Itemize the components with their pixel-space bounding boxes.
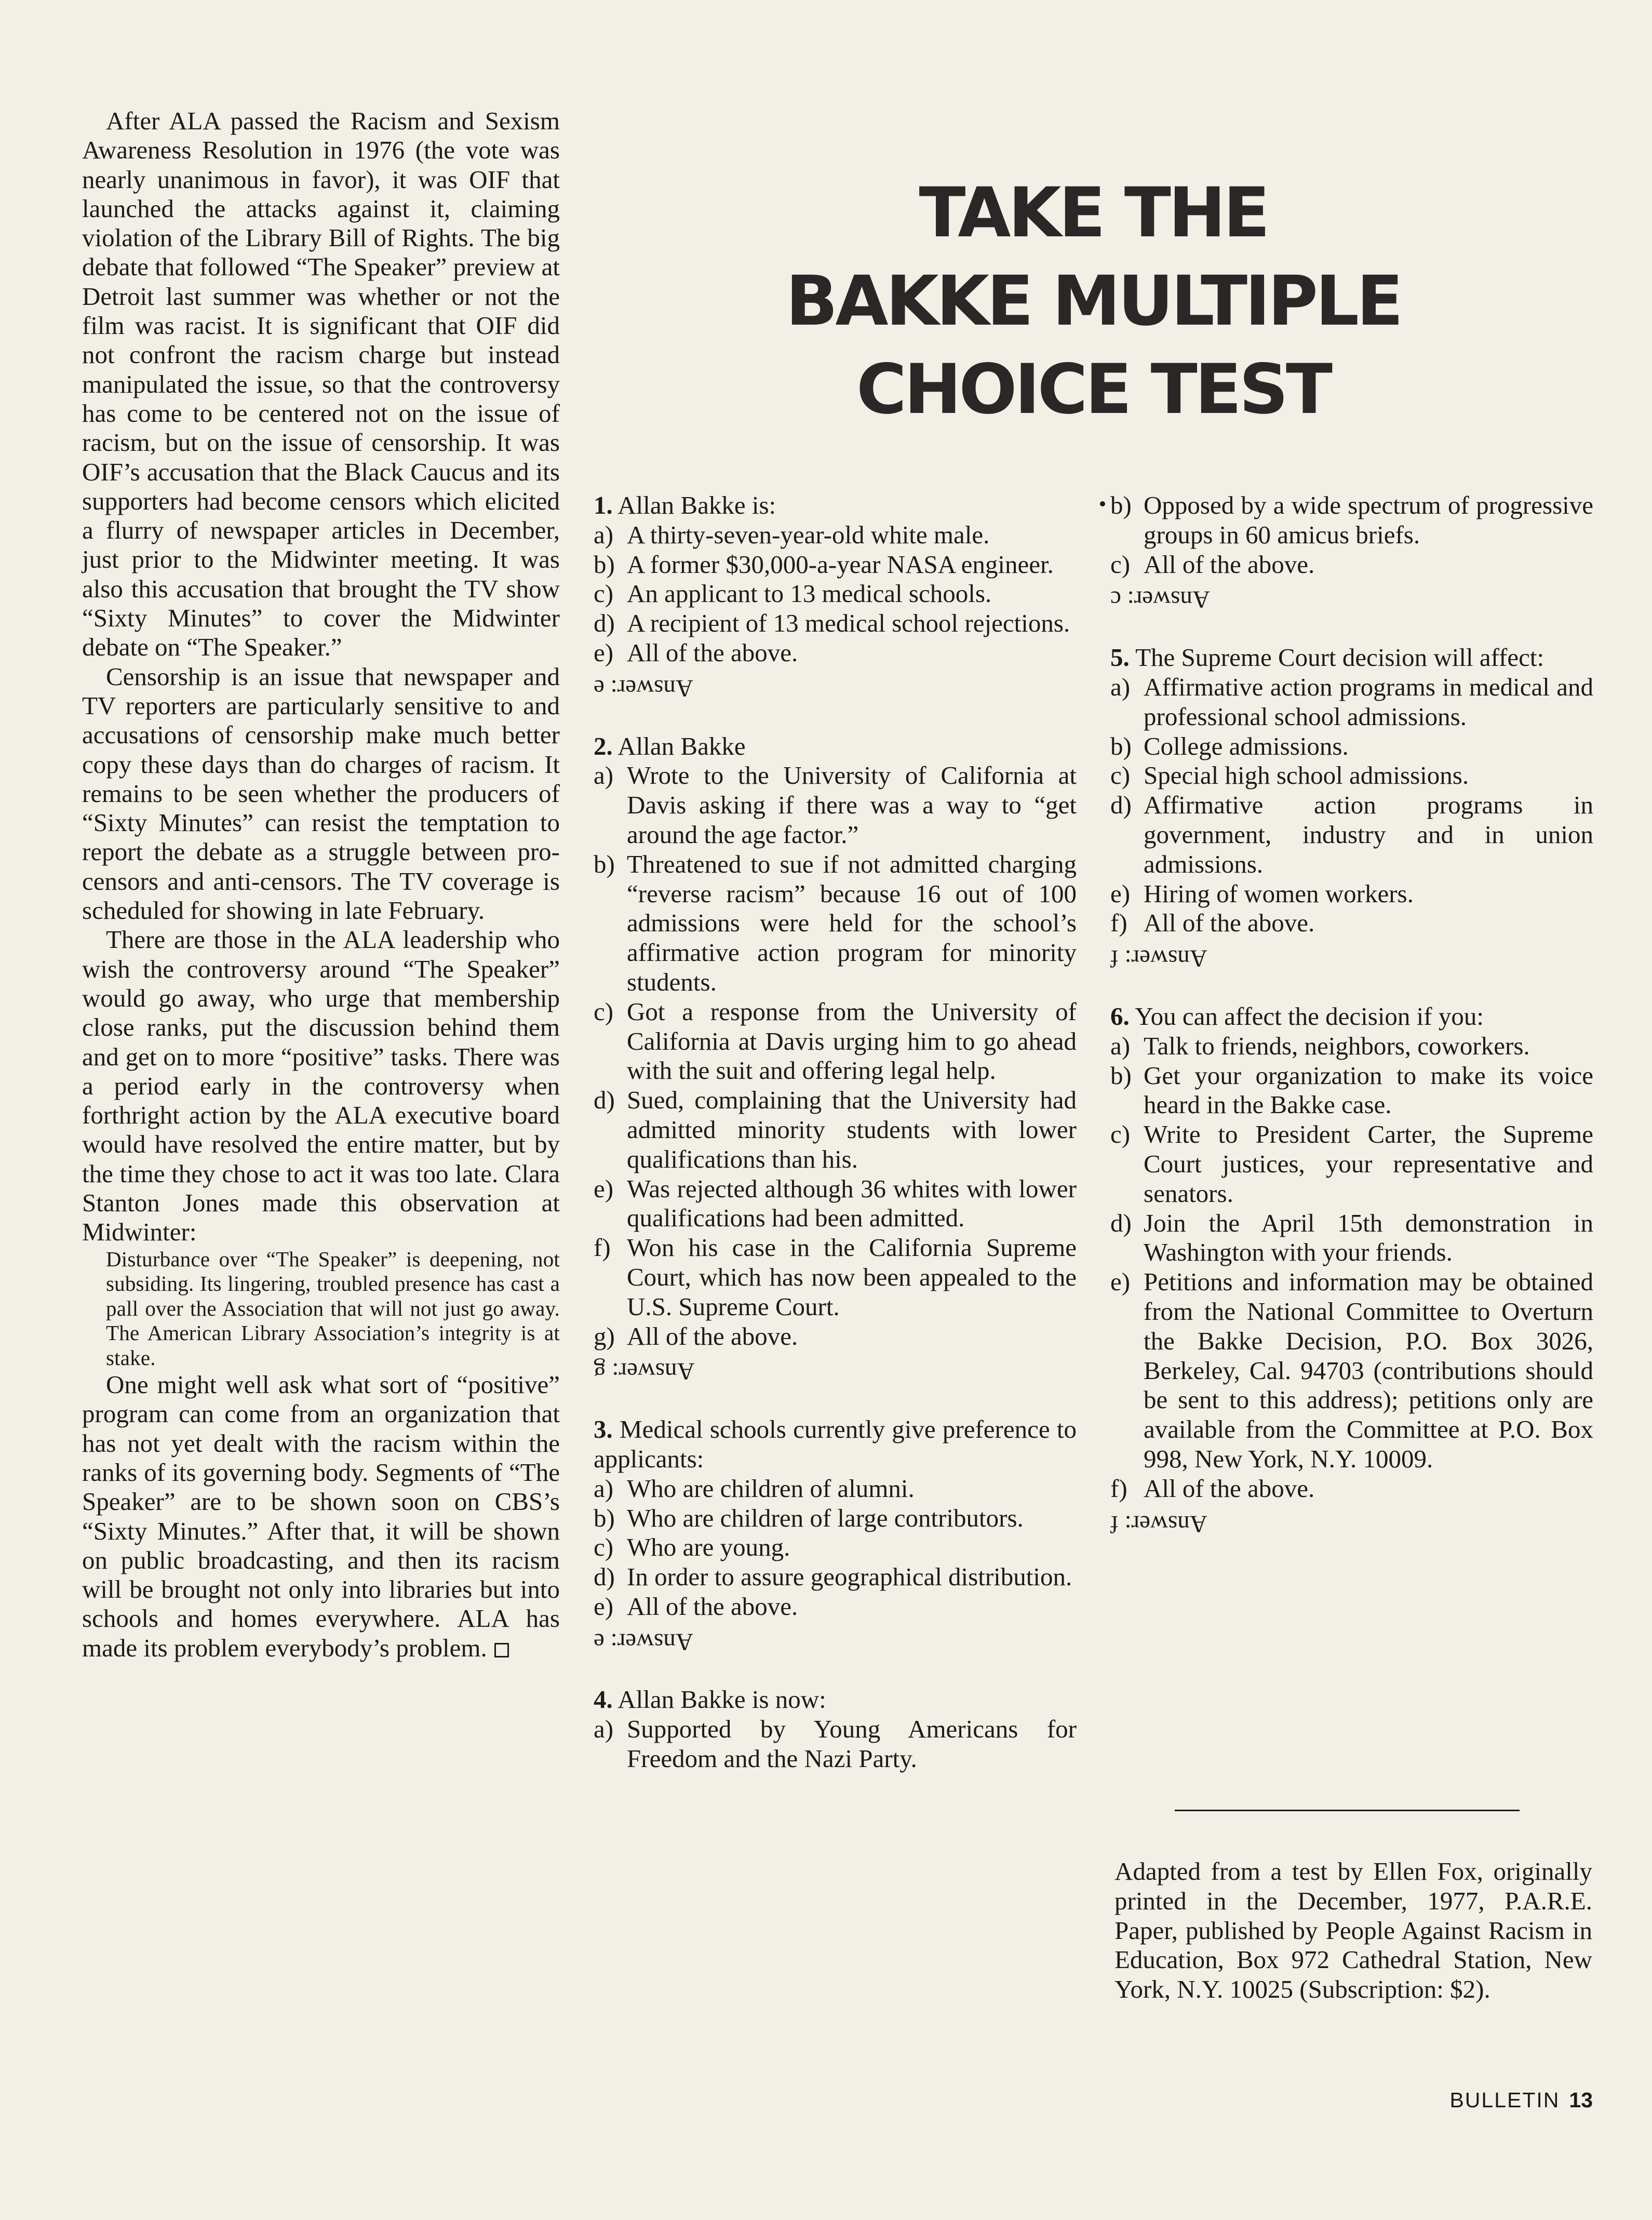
question-number: 6. [1110,1001,1130,1031]
answer-option: g) All of the above. [594,1321,798,1350]
answer-option: c) All of the above. [1110,550,1315,579]
upside-down-answer: Answer: f [1110,944,1207,972]
quiz-column-middle [594,491,1077,1803]
answer-option: d) A recipient of 13 medical school rejections. [594,609,1070,638]
question-stem: The Supreme Court decision will affect: [1135,643,1544,672]
publication-name: BULLETIN [1449,2088,1560,2112]
answer-option: b) A former $30,000-a-year NASA engineer. [594,550,1054,579]
bullet-dot-icon [1100,501,1105,506]
quiz-column-right [1110,491,1593,1567]
article-left-column [82,106,560,1663]
article-paragraph-closing [82,1370,560,1663]
headline-line: TAKE THE [919,173,1268,253]
question-2 [594,732,1077,1386]
question-stem: Medical schools currently give preference to applicants: [594,1415,1077,1473]
answer-option: d) Join the April 15th demonstration in Washington with your friends. [1110,1208,1593,1267]
question-1 [594,491,1077,703]
divider-rule [1175,1810,1520,1811]
upside-down-answer: Answer: c [1110,586,1210,613]
article-paragraph: There are those in the ALA leadership who wish the controversy around “The Speaker” would go away, who urge that membership close ranks, put the discussion behind them and get on to more “positive” tasks. There was a period early in the controversy when forthright action by the ALA executive board would have resolved the entire matter, but by the time they chose to act it was too late. Clara Stanton Jones made this observation at Midwinter: [82,925,560,1247]
answer-option: c) Who are young. [594,1533,790,1562]
closing-text: One might well ask what sort of “positive” program can come from an organization that has not yet dealt with the racism within the ranks of its governing body. Segments of “The Speaker” are to be shown soon on CBS’s “Sixty Minutes.” After that, it will be shown on public broadcasting, and then its racism will be brought not only into libraries but into schools and homes everywhere. ALA has made its problem everybody’s problem. [82,1370,560,1662]
upside-down-answer: Answer: f [1110,1510,1207,1537]
page-number: 13 [1569,2088,1593,2112]
answer-option: b) Who are children of large contributors. [594,1503,1024,1532]
answer-option: e) All of the above. [594,638,798,667]
answer-option: d) Sued, complaining that the University had admitted minority students with lower qualifications than his. [594,1086,1077,1173]
headline [582,169,1605,434]
answer-option: f) All of the above. [1110,1474,1315,1503]
answer-option: c) Special high school admissions. [1110,761,1469,790]
answer-option: a) A thirty-seven-year-old white male. [594,520,990,549]
source-credit [1114,1857,1592,2004]
answer-option: b) Threatened to sue if not admitted charging “reverse racism” because 16 out of 100 admissions were held for the school’s affirmative action program for minority students. [594,849,1077,996]
answer-option: d) In order to assure geographical distribution. [594,1562,1072,1592]
upside-down-answer: Answer: e [594,1628,693,1655]
page-footer [1449,2088,1593,2112]
question-number: 1. [594,491,613,519]
answer-option: e) Petitions and information may be obtained from the National Committee to Overturn the Bakke Decision, P.O. Box 3026, Berkeley, Cal. 94703 (contributions should be sent to this address); petitions only are available from the Committee at P.O. Box 998, New York, N.Y. 10009. [1110,1267,1593,1473]
answer-option: c) Write to President Carter, the Supreme Court justices, your representative and senators. [1110,1120,1593,1208]
end-mark-icon [494,1643,509,1657]
answer-option: a) Wrote to the University of California at Davis asking if there was a way to “get around the age factor.” [594,761,1077,849]
question-number: 4. [594,1685,613,1714]
answer-option: d) Affirmative action programs in government, industry and in union admissions. [1110,791,1593,878]
answer-option: e) Hiring of women workers. [1110,879,1414,908]
answer-option: a) Talk to friends, neighbors, coworkers. [1110,1031,1530,1060]
answer-option: b) College admissions. [1110,731,1349,760]
answer-option: c) An applicant to 13 medical schools. [594,579,992,608]
question-5 [1110,643,1593,973]
article-paragraph: After ALA passed the Racism and Sexism Awareness Resolution in 1976 (the vote was nearly unanimous in favor), it was OIF that launched the attacks against it, claiming violation of the Library Bill of Rights. The big debate that followed “The Speaker” preview at Detroit last summer was whether or not the film was racist. It is significant that OIF did not confront the racism charge but instead manipulated the issue, so that the controversy has come to be centered not on the issue of racism, but on the issue of censorship. It was OIF’s accusation that the Black Caucus and its supporters had become censors which elicited a flurry of newspaper articles in December, just prior to the Midwinter meeting. It was also this accusation that brought the TV show “Sixty Minutes” to cover the Midwinter debate on “The Speaker.” [82,106,560,662]
headline-line: BAKKE MULTIPLE [785,261,1401,341]
headline-line: CHOICE TEST [856,350,1330,430]
question-stem: Allan Bakke [617,731,746,760]
answer-option: f) All of the above. [1110,908,1315,938]
question-4-continued [1110,491,1593,614]
answer-option: a) Who are children of alumni. [594,1474,915,1503]
question-stem: Allan Bakke is now: [617,1685,826,1714]
answer-option: c) Got a response from the University of California at Davis urging him to go ahead with the suit and offering legal help. [594,997,1077,1085]
question-3 [594,1415,1077,1656]
question-6 [1110,1002,1593,1538]
answer-option: a) Affirmative action programs in medical and professional school admissions. [1110,672,1593,731]
question-number: 5. [1110,643,1130,672]
block-quote: Disturbance over “The Speaker” is deepening, not subsiding. Its lingering, troubled presence has cast a pall over the Association that will not just go away. The American Library Association’s integrity is at stake. [106,1247,560,1370]
answer-option: a) Supported by Young Americans for Freedom and the Nazi Party. [594,1715,1077,1773]
answer-option: b) Opposed by a wide spectrum of progressive groups in 60 amicus briefs. [1110,491,1593,550]
answer-option: e) Was rejected although 36 whites with lower qualifications had been admitted. [594,1174,1077,1233]
answer-option: e) All of the above. [594,1592,798,1621]
question-number: 2. [594,731,613,760]
answer-option: f) Won his case in the California Supreme Court, which has now been appealed to the U.S. Supreme Court. [594,1233,1077,1321]
question-stem: Allan Bakke is: [617,491,776,519]
question-4 [594,1685,1077,1773]
article-paragraph: Censorship is an issue that newspaper and TV reporters are particularly sensitive to and accusations of censorship make much better copy these days than do charges of racism. It remains to be seen whether the producers of “Sixty Minutes” can resist the temptation to report the debate as a struggle between pro-censors and anti-censors. The TV coverage is scheduled for showing in late February. [82,662,560,925]
upside-down-answer: Answer: g [594,1358,695,1385]
answer-option: b) Get your organization to make its voice heard in the Bakke case. [1110,1061,1593,1119]
credit-text: Adapted from a test by Ellen Fox, originally printed in the December, 1977, P.A.R.E. Paper, published by People Against Racism in Education, Box 972 Cathedral Station, New York, N.Y. 10025 (Subscription: $2). [1114,1857,1592,2004]
upside-down-answer: Answer: e [594,674,693,702]
question-stem: You can affect the decision if you: [1135,1001,1484,1031]
question-number: 3. [594,1415,613,1444]
